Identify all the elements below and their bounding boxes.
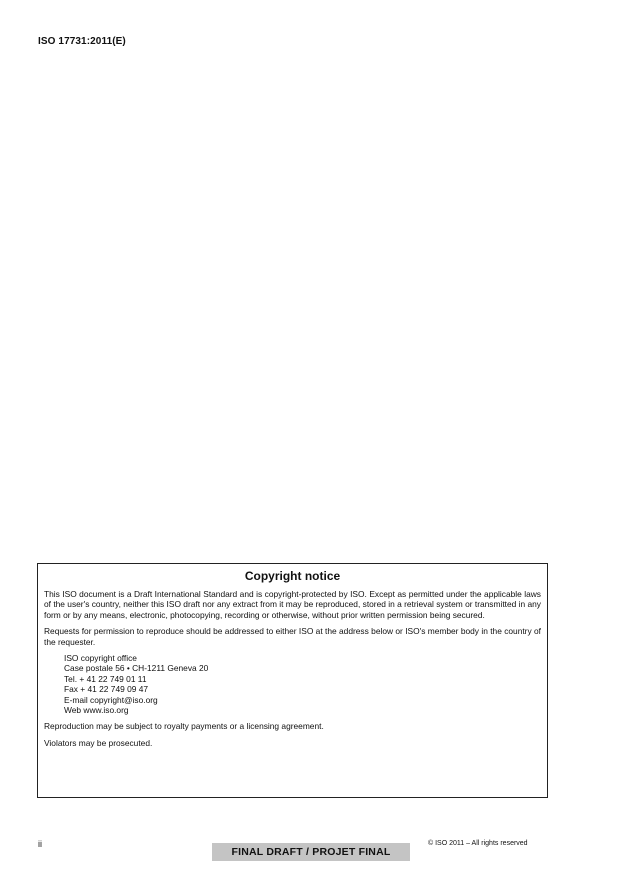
notice-paragraph-3: Reproduction may be subject to royalty payments or a licensing agreement. <box>44 721 324 732</box>
notice-title: Copyright notice <box>244 569 341 583</box>
document-id: ISO 17731:2011(E) <box>38 36 126 47</box>
address-line: Fax + 41 22 749 09 47 <box>64 684 149 695</box>
address-line: Tel. + 41 22 749 01 11 <box>64 673 147 684</box>
address-line: E-mail copyright@iso.org <box>64 694 158 705</box>
notice-paragraph-1: This ISO document is a Draft International Standard and is copyright-protected by ISO. Except as permitted under the applicable laws of the user's country, neither this ISO draft nor any extract from it may be reproduced, stored in a retrieval system or transmitted in any form or by any means, electronic, photocopying, recording or otherwise, without prior written permission being secured. <box>44 589 541 620</box>
iso-address-block <box>44 653 541 715</box>
notice-paragraph-2: Requests for permission to reproduce should be addressed to either ISO at the address below or ISO's member body in the country of the requester. <box>44 626 541 647</box>
address-line: Case postale 56 • CH-1211 Geneva 20 <box>64 663 209 674</box>
copyright-notice-box <box>37 563 548 798</box>
final-draft-label: FINAL DRAFT / PROJET FINAL <box>212 843 410 861</box>
address-line: ISO copyright office <box>64 653 137 664</box>
page-number: ii <box>38 839 42 849</box>
address-line: Web www.iso.org <box>64 705 129 716</box>
notice-paragraph-4: Violators may be prosecuted. <box>44 737 153 748</box>
footer-copyright: © ISO 2011 – All rights reserved <box>428 840 528 847</box>
